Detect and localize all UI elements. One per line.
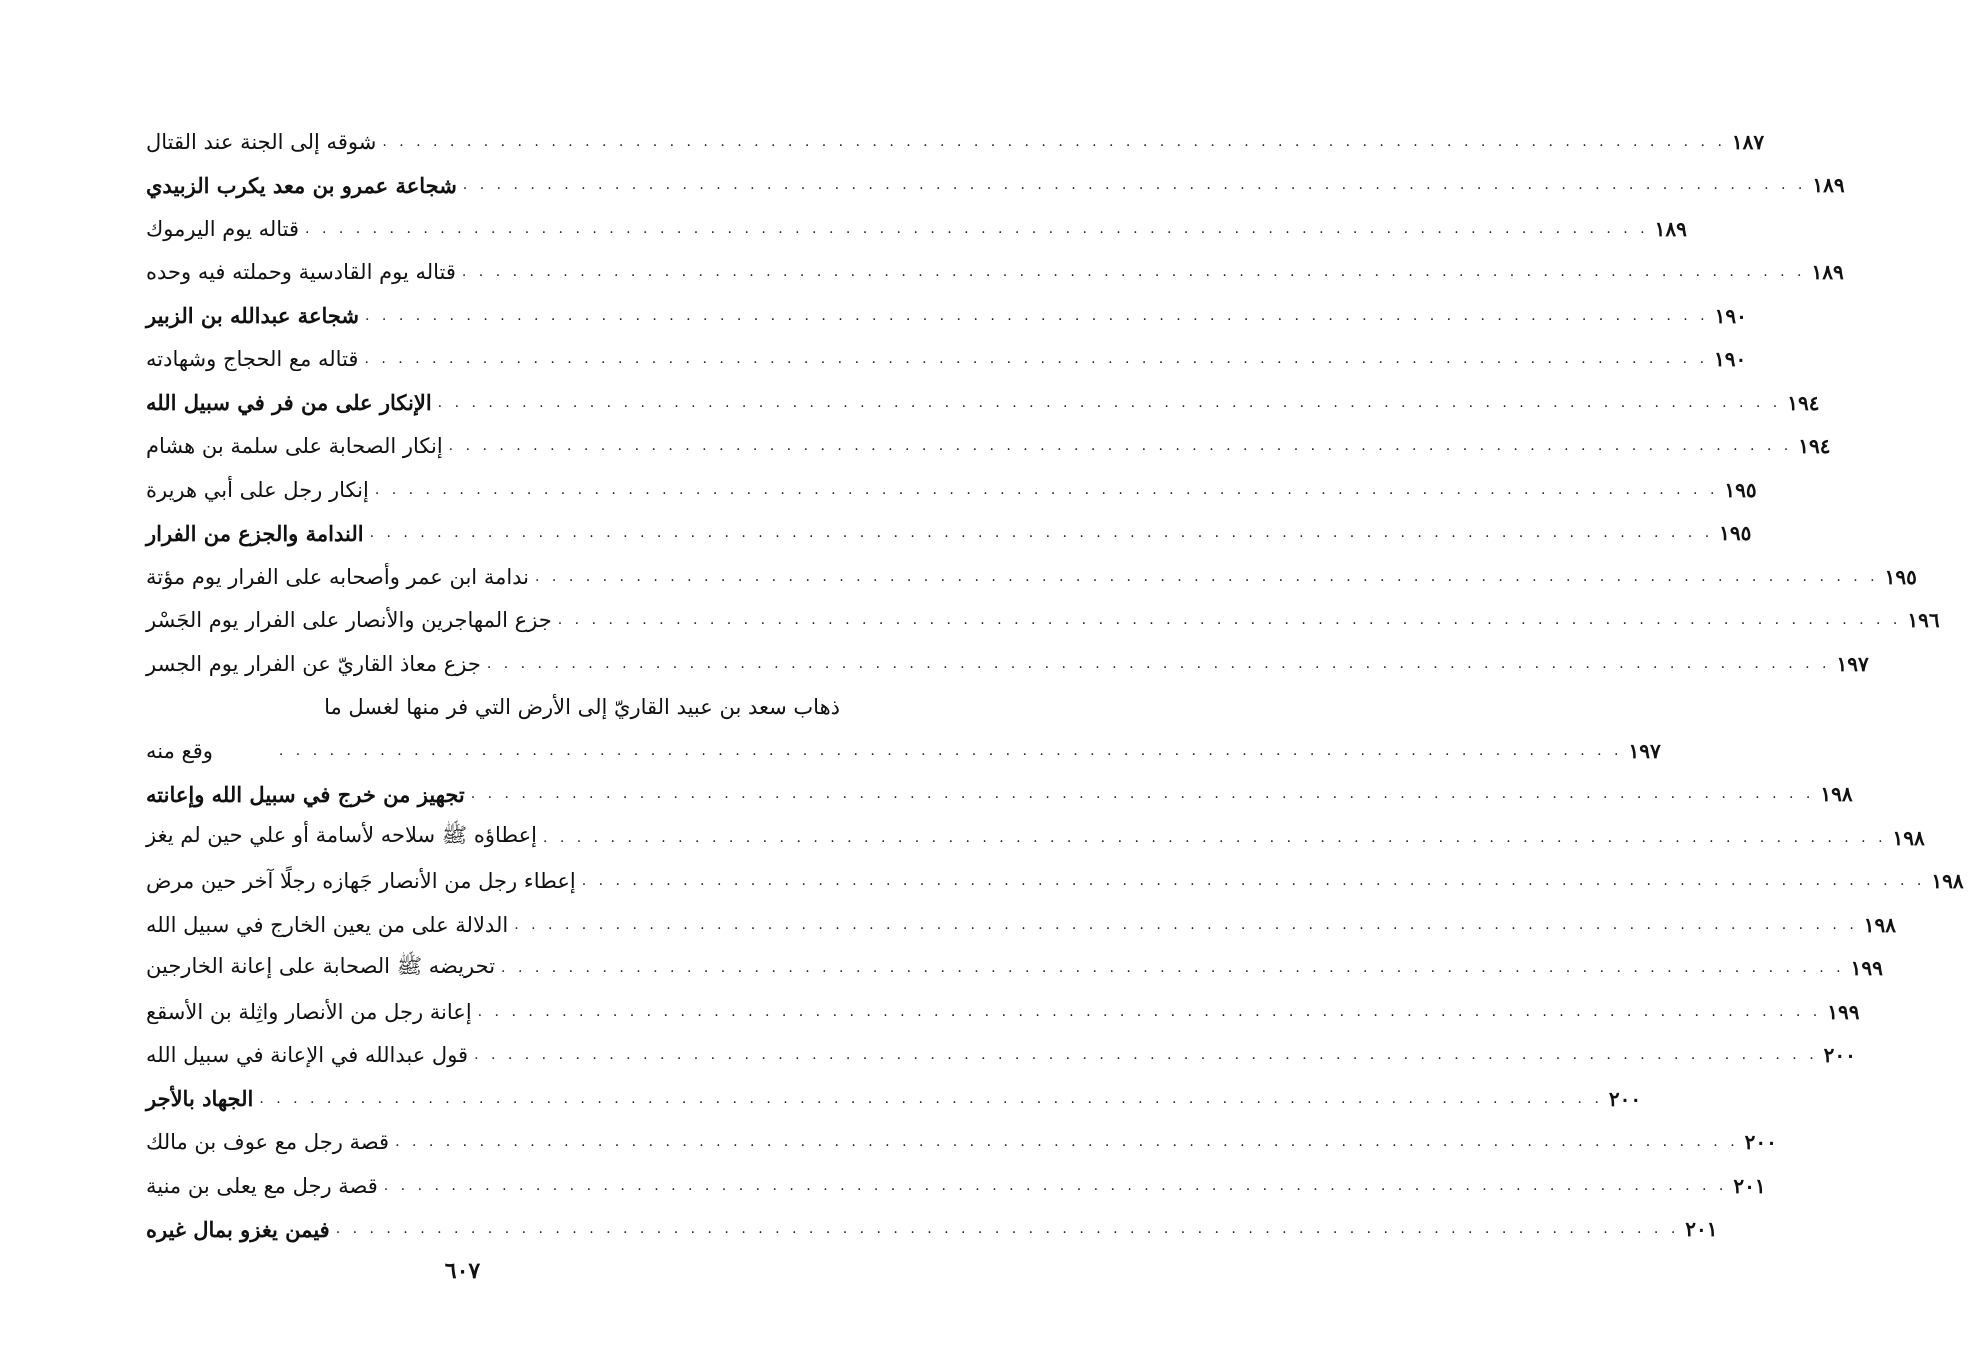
toc-page-number: ١٩٠ xyxy=(1714,303,1747,328)
toc-dot-leader: . . . . . . . . . . . . . . . . . . . . . . . . . . . . . . . . . . . . . . . . . . . . . . . . . . . . . . . . . . . . . . . . . . . . . . . . . . . . . . . . xyxy=(486,655,1831,672)
toc-section-heading xyxy=(140,512,1752,556)
toc-entry xyxy=(140,555,1917,599)
toc-page-number: ١٩٧ xyxy=(1836,651,1869,676)
toc-entry-title: جزع معاذ القاريّ عن الفرار يوم الجسر xyxy=(146,651,481,676)
toc-entry xyxy=(140,338,1747,382)
toc-page-number: ١٨٧ xyxy=(1731,129,1765,154)
toc-entry-title: ندامة ابن عمر وأصحابه على الفرار يوم مؤتة xyxy=(146,564,530,589)
toc-page-number: ٢٠٠ xyxy=(1744,1130,1777,1155)
toc-dot-leader: . . . . . . . . . . . . . . . . . . . . . . . . . . . . . . . . . . . . . . . . . . . . . . . . . . . . . . . . . . . . . . . . . . . . . . . . . . . . . . . . xyxy=(278,742,1623,759)
toc-page-number: ١٩٩ xyxy=(1850,956,1883,981)
toc-section-heading xyxy=(140,1208,1718,1252)
toc-entry xyxy=(140,120,1765,164)
toc-entry xyxy=(140,990,1860,1034)
toc-entry-title: قتاله يوم اليرموك xyxy=(146,216,300,241)
toc-entry xyxy=(140,903,1897,947)
toc-section-heading xyxy=(140,381,1820,425)
toc-entry-title: شجاعة عبدالله بن الزبير xyxy=(146,303,360,329)
toc-page-number: ١٩٨ xyxy=(1931,869,1964,894)
toc-entry xyxy=(140,599,1940,643)
toc-entry xyxy=(140,729,1661,773)
toc-dot-leader: . . . . . . . . . . . . . . . . . . . . . . . . . . . . . . . . . . . . . . . . . . . . . . . . . . . . . . . . . . . . . . . . . . . . . . . . . . . . . . . . xyxy=(474,1047,1818,1064)
toc-entry-title: إعانة رجل من الأنصار واثِلة بن الأسقع xyxy=(146,999,472,1024)
toc-dot-leader: . . . . . . . . . . . . . . . . . . . . . . . . . . . . . . . . . . . . . . . . . . . . . . . . . . . . . . . . . . . . . . . . . . . . . . . . . . . . . . . . xyxy=(557,612,1902,629)
toc-dot-leader: . . . . . . . . . . . . . . . . . . . . . . . . . . . . . . . . . . . . . . . . . . . . . . . . . . . . . . . . . . . . . . . . . . . . . . . . . . . . . . . . xyxy=(335,1221,1680,1238)
toc-entry-title: قصة رجل مع عوف بن مالك xyxy=(146,1130,390,1155)
toc-page-number: ١٩٥ xyxy=(1724,477,1757,502)
toc-entry-title: فيمن يغزو بمال غيره xyxy=(146,1216,330,1242)
toc-section-heading xyxy=(140,773,1853,817)
toc-dot-leader: . . . . . . . . . . . . . . . . . . . . . . . . . . . . . . . . . . . . . . . . . . . . . . . . . . . . . . . . . . . . . . . . . . . . . . . . . . . . . . . . xyxy=(514,916,1858,933)
toc-dot-leader: . . . . . . . . . . . . . . . . . . . . . . . . . . . . . . . . . . . . . . . . . . . . . . . . . . . . . . . . . . . . . . . . . . . . . . . . . . . . . . . . xyxy=(581,873,1926,890)
toc-dot-leader: . . . . . . . . . . . . . . . . . . . . . . . . . . . . . . . . . . . . . . . . . . . . . . . . . . . . . . . . . . . . . . . . . . . . . . . . . . . . . . . . xyxy=(501,960,1845,977)
toc-entry-title: قتاله مع الحجاج وشهادته xyxy=(146,347,359,372)
toc-page-number: ١٩٩ xyxy=(1827,999,1860,1024)
toc-entry xyxy=(140,947,1883,991)
toc-entry-title: الجهاد بالأجر xyxy=(146,1086,254,1112)
toc-entry xyxy=(140,816,1925,860)
toc-page-number: ٢٠٠ xyxy=(1823,1043,1856,1068)
toc-entry-title: إعطاء رجل من الأنصار جَهازه رجلًا آخر حين مرض xyxy=(146,869,576,894)
toc-page-number: ١٩٨ xyxy=(1892,825,1925,850)
page-number: ٦٠٧ xyxy=(444,1258,481,1284)
toc-entry-title: إعطاؤه ﷺ سلاحه لأسامة أو علي حين لم يغز xyxy=(146,823,537,848)
toc-page-number: ١٩٥ xyxy=(1884,564,1917,589)
toc-page-number: ١٨٩ xyxy=(1811,260,1844,285)
toc-entry xyxy=(140,207,1687,251)
toc-entry xyxy=(140,251,1844,295)
toc-entry-title: الإنكار على من فر في سبيل الله xyxy=(146,390,432,416)
toc-dot-leader: . . . . . . . . . . . . . . . . . . . . . . . . . . . . . . . . . . . . . . . . . . . . . . . . . . . . . . . . . . . . . . . . . . . . . . . . . . . . . . . . xyxy=(305,220,1649,237)
toc-page-number: ١٩٤ xyxy=(1787,390,1820,415)
toc-entry-title: ذهاب سعد بن عبيد القاريّ إلى الأرض التي فر منها لغسل ما xyxy=(324,695,840,720)
toc-entry xyxy=(140,860,1964,904)
toc-dot-leader: . . . . . . . . . . . . . . . . . . . . . . . . . . . . . . . . . . . . . . . . . . . . . . . . . . . . . . . . . . . . . . . . . . . . . . . . . . . . . . . . xyxy=(477,1003,1822,1020)
toc-page-number: ١٩٠ xyxy=(1714,347,1747,372)
toc-dot-leader: . . . . . . . . . . . . . . . . . . . . . . . . . . . . . . . . . . . . . . . . . . . . . . . . . . . . . . . . . . . . . . . . . . . . . . . . . . . . . . . . xyxy=(395,1134,1739,1151)
table-of-contents xyxy=(140,120,1964,1251)
toc-section-heading xyxy=(140,164,1845,208)
toc-entry-title: قصة رجل مع يعلى بن منية xyxy=(146,1173,378,1198)
toc-entry xyxy=(140,1034,1856,1078)
toc-entry-title: قول عبدالله في الإعانة في سبيل الله xyxy=(146,1043,469,1068)
toc-page-number: ١٩٥ xyxy=(1719,521,1752,546)
toc-entry-title: الدلالة على من يعين الخارج في سبيل الله xyxy=(146,912,509,937)
toc-entry xyxy=(140,1121,1777,1165)
toc-entry-title: قتاله يوم القادسية وحملته فيه وحده xyxy=(146,260,456,285)
toc-section-heading xyxy=(140,1077,1642,1121)
toc-entry-title: الندامة والجزع من الفرار xyxy=(146,520,364,546)
toc-page-number: ١٩٤ xyxy=(1798,434,1831,459)
toc-dot-leader: . . . . . . . . . . . . . . . . . . . . . . . . . . . . . . . . . . . . . . . . . . . . . . . . . . . . . . . . . . . . . . . . . . . . . . . . . . . . . . . . xyxy=(462,177,1807,194)
toc-entry xyxy=(140,642,1869,686)
toc-entry-title: إنكار رجل على أبي هريرة xyxy=(146,477,369,502)
toc-page-number: ١٨٩ xyxy=(1654,216,1687,241)
toc-dot-leader: . . . . . . . . . . . . . . . . . . . . . . . . . . . . . . . . . . . . . . . . . . . . . . . . . . . . . . . . . . . . . . . . . . . . . . . . . . . . . . . . xyxy=(369,525,1714,542)
toc-entry-title: شوقه إلى الجنة عند القتال xyxy=(146,129,377,154)
toc-entry xyxy=(140,1164,1766,1208)
toc-entry-title: جزع المهاجرين والأنصار على الفرار يوم الجَسْر xyxy=(146,608,552,633)
toc-entry-title: وقع منه xyxy=(146,738,213,763)
toc-dot-leader: . . . . . . . . . . . . . . . . . . . . . . . . . . . . . . . . . . . . . . . . . . . . . . . . . . . . . . . . . . . . . . . . . . . . . . . . . . . . . . . . xyxy=(365,307,1709,324)
toc-page-number: ١٩٨ xyxy=(1820,782,1853,807)
toc-dot-leader: . . . . . . . . . . . . . . . . . . . . . . . . . . . . . . . . . . . . . . . . . . . . . . . . . . . . . . . . . . . . . . . . . . . . . . . . . . . . . . . . xyxy=(542,829,1887,846)
toc-dot-leader: . . . . . . . . . . . . . . . . . . . . . . . . . . . . . . . . . . . . . . . . . . . . . . . . . . . . . . . . . . . . . . . . . . . . . . . . . . . . . . . . xyxy=(364,351,1709,368)
toc-page-number: ٢٠٠ xyxy=(1608,1086,1642,1111)
toc-page-number: ١٨٩ xyxy=(1812,173,1845,198)
toc-dot-leader: . . . . . . . . . . . . . . . . . . . . . . . . . . . . . . . . . . . . . . . . . . . . . . . . . . . . . . . . . . . . . . . . . . . . . . . . . . . . . . . . xyxy=(437,394,1782,411)
toc-dot-leader: . . . . . . . . . . . . . . . . . . . . . . . . . . . . . . . . . . . . . . . . . . . . . . . . . . . . . . . . . . . . . . . . . . . . . . . . . . . . . . . . xyxy=(382,133,1726,150)
toc-entry-title: تجهيز من خرج في سبيل الله وإعانته xyxy=(146,781,465,807)
toc-dot-leader: . . . . . . . . . . . . . . . . . . . . . . . . . . . . . . . . . . . . . . . . . . . . . . . . . . . . . . . . . . . . . . . . . . . . . . . . . . . . . . . . xyxy=(374,481,1719,498)
toc-entry xyxy=(140,468,1757,512)
toc-page-number: ٢٠١ xyxy=(1733,1173,1766,1198)
toc-dot-leader: . . . . . . . . . . . . . . . . . . . . . . . . . . . . . . . . . . . . . . . . . . . . . . . . . . . . . . . . . . . . . . . . . . . . . . . . . . . . . . . . xyxy=(383,1177,1728,1194)
toc-page-number: ٢٠١ xyxy=(1685,1217,1718,1242)
toc-page-number: ١٩٦ xyxy=(1907,608,1940,633)
toc-entry-title: شجاعة عمرو بن معد يكرب الزبيدي xyxy=(146,172,457,198)
toc-dot-leader: . . . . . . . . . . . . . . . . . . . . . . . . . . . . . . . . . . . . . . . . . . . . . . . . . . . . . . . . . . . . . . . . . . . . . . . . . . . . . . . . xyxy=(470,786,1815,803)
toc-entry xyxy=(140,425,1831,469)
toc-dot-leader: . . . . . . . . . . . . . . . . . . . . . . . . . . . . . . . . . . . . . . . . . . . . . . . . . . . . . . . . . . . . . . . . . . . . . . . . . . . . . . . . xyxy=(259,1090,1603,1107)
toc-entry-title: تحريضه ﷺ الصحابة على إعانة الخارجين xyxy=(146,953,496,978)
toc-page-number: ١٩٧ xyxy=(1628,738,1661,763)
toc-page-number: ١٩٨ xyxy=(1863,912,1897,937)
toc-entry xyxy=(140,686,840,730)
toc-entry-title: إنكار الصحابة على سلمة بن هشام xyxy=(146,434,443,459)
toc-dot-leader: . . . . . . . . . . . . . . . . . . . . . . . . . . . . . . . . . . . . . . . . . . . . . . . . . . . . . . . . . . . . . . . . . . . . . . . . . . . . . . . . xyxy=(535,568,1879,585)
toc-dot-leader: . . . . . . . . . . . . . . . . . . . . . . . . . . . . . . . . . . . . . . . . . . . . . . . . . . . . . . . . . . . . . . . . . . . . . . . . . . . . . . . . xyxy=(461,264,1806,281)
toc-dot-leader: . . . . . . . . . . . . . . . . . . . . . . . . . . . . . . . . . . . . . . . . . . . . . . . . . . . . . . . . . . . . . . . . . . . . . . . . . . . . . . . . xyxy=(448,438,1793,455)
toc-section-heading xyxy=(140,294,1747,338)
